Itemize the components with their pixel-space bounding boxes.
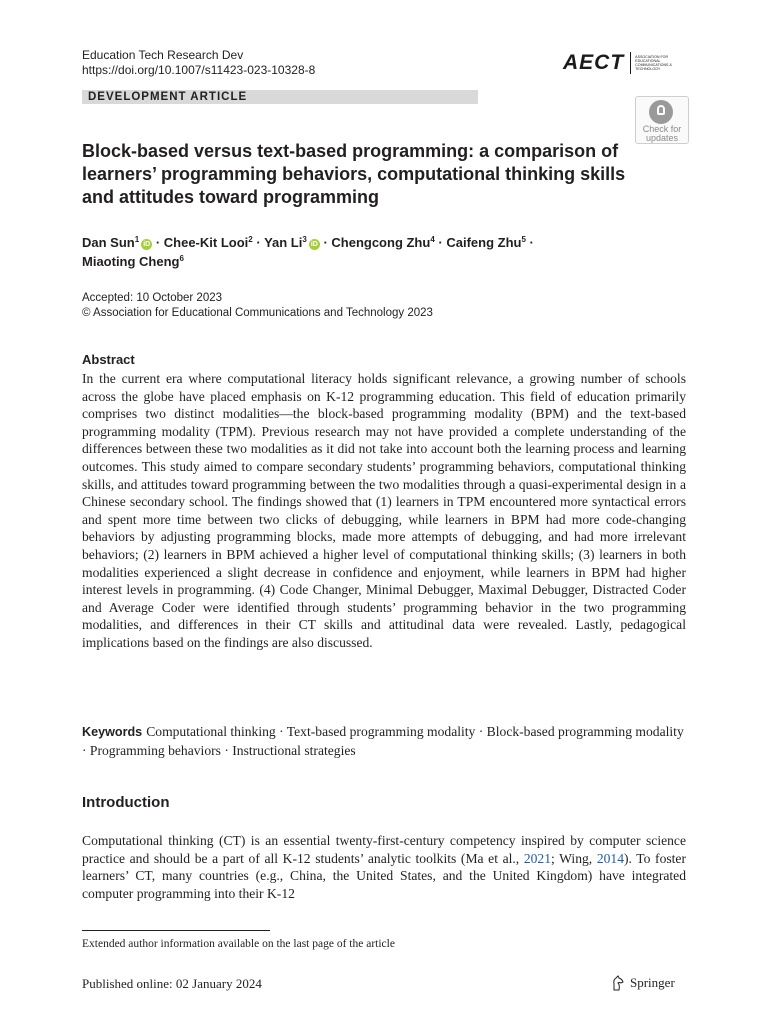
citation-link[interactable]: 2014 xyxy=(596,850,624,866)
orcid-icon[interactable]: iD xyxy=(143,241,151,248)
aect-logo-text: AECT xyxy=(563,51,625,74)
author[interactable]: Chengcong Zhu$^4$ xyxy=(331,235,435,250)
abstract-text: In the current era where computational literacy holds significant relevance, a growing number of schools across the globe have placed emphasis on K-12 programming education. This field of education primarily comprises two distinct modalities—the block-based programming modality (BPM) and the text-based programming modality (TPM). Previous research may not have provided a complete understanding of the differences between these two modalities as it did not take into account both the learning process and learning outcomes. This study aimed to compare secondary students’ programming behaviors, computational thinking skills, and attitudes toward programming between the two modalities through a quasi-experimental design in a Chinese secondary school. The findings showed that (1) learners in TPM encountered more syntactical errors and spent more time between two clicks of debugging, while learners in BPM had more code-changing behaviors by adjusting programming blocks, made more attempts of debugging, and had more irrelevant behaviors; (2) learners in BPM achieved a higher level of computational thinking skills; (3) learners in both modalities experienced a slight decrease in confidence and enjoyment, while learners in BPM had higher interest levels in programming. (4) Code Changer, Minimal Debugger, Maximal Debugger, Distracted Coder and Average Coder were identified through students’ programming behavior in the two programming modalities, and differences in their CT skills and attitudinal data were revealed. Lastly, pedagogical implications based on the findings are also discussed. xyxy=(82,371,686,650)
author[interactable]: Chee-Kit Looi$^2$ xyxy=(163,235,253,250)
journal-name: Education Tech Research Dev xyxy=(82,48,244,62)
section-heading-introduction: Introduction xyxy=(82,794,170,811)
footnote-divider xyxy=(82,930,270,931)
journal-header xyxy=(82,48,315,78)
article-type: DEVELOPMENT ARTICLE xyxy=(88,91,248,103)
aect-logo xyxy=(563,51,683,75)
author-list: Dan Sun$^1$iD · Chee-Kit Looi$^2$ · Yan $Li^3iD$ · Chengcong Zhu$^4$ · Caifeng Zhu$^5$ · Miaoting Cheng$^6$ xyxy=(82,235,534,269)
accepted-date: Accepted: 10 October 2023 xyxy=(82,292,223,304)
springer-logo xyxy=(611,974,675,992)
keywords-text: Computational thinking · Text-based programming modality · Block-based programming modality · Programming behaviors · Instructional strategies xyxy=(82,724,684,758)
doi-link[interactable]: https://doi.org/10.1007/s11423-023-10328-8 xyxy=(82,63,316,77)
check-for-updates-button[interactable] xyxy=(635,96,689,144)
springer-horse-icon xyxy=(611,975,625,991)
keywords xyxy=(82,723,686,759)
article-type-bar xyxy=(82,90,478,104)
abstract-heading: Abstract xyxy=(82,352,135,367)
author[interactable]: Miaoting Cheng$^6$ xyxy=(82,254,184,269)
check-updates-label: Check for updates xyxy=(642,124,682,143)
article-dates xyxy=(82,291,433,321)
check-updates-icon xyxy=(649,100,673,124)
orcid-icon[interactable]: iD xyxy=(310,241,318,248)
aect-logo-subtext: ASSOCIATION FOR EDUCATIONAL COMMUNICATIONS & TECHNOLOGY xyxy=(635,54,672,72)
introduction-paragraph: Computational thinking (CT) is an essential twenty-first-century competency inspired by computer science practice and should be a part of all K-12 students’ analytic toolkits (Ma et al., 2021; Wing, 2014). To foster learners’ CT, many countries (e.g., China, the United States, and the United Kingdom) have integrated computer programming into their K-12 xyxy=(82,833,686,901)
author[interactable]: Yan Li$^3$iD xyxy=(264,235,318,250)
author[interactable]: Caifeng Zhu$^5$ xyxy=(446,235,526,250)
citation-link[interactable]: 2021 xyxy=(523,850,551,866)
footnote: Extended author information available on the last page of the article xyxy=(82,938,395,950)
published-date: Published online: 02 January 2024 xyxy=(82,976,262,991)
publisher-name: Springer xyxy=(630,975,675,990)
author[interactable]: Dan Sun$^1$iD xyxy=(82,235,151,250)
logo-divider xyxy=(630,52,631,74)
article-title: Block-based versus text-based programming: a comparison of learners’ programming behaviors, computational thinking skills and attitudes toward programming xyxy=(82,141,626,207)
keywords-label: Keywords xyxy=(82,725,143,739)
copyright-line: © Association for Educational Communications and Technology 2023 xyxy=(82,307,433,319)
